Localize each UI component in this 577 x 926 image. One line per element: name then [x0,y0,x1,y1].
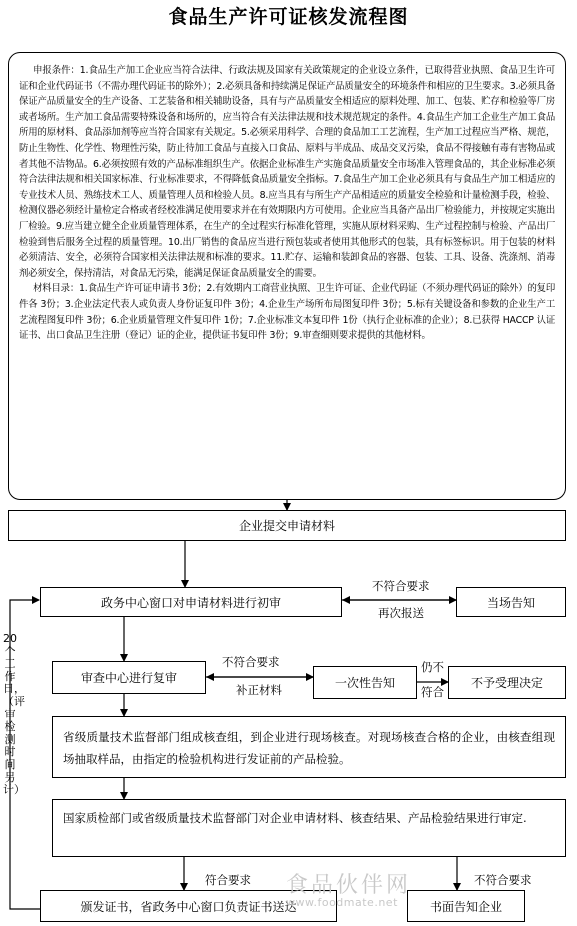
reject-decision-text: 不予受理决定 [470,676,543,690]
approval-step [52,799,566,857]
on-site-notice-step [456,587,566,617]
reject-decision-step [448,666,566,699]
page-title: 食品生产许可证核发流程图 [168,6,409,28]
resubmit-label: 再次报送 [378,606,424,620]
not-compliant-label-1: 不符合要求 [372,579,430,593]
on-site-inspection-step [52,716,566,778]
second-review-text: 审查中心进行复审 [80,671,177,685]
meets-requirements-label: 符合要求 [205,873,251,887]
materials-list: 材料目录：1.食品生产许可证申请书 3份；2.有效期内工商营业执照、卫生许可证、企业代码证（不须办理代码证的除外）的复印件各 3份；3.企业法定代表人或负责人身份证复印件 3份；4.企业生产场所布局图复印件 3份；5.标有关键设备和参数的企业生产工艺流程图复印件 3份；6.企业质量管理文件复印件 1份；7.企业标准文本复印件 1份（执行企业标准的企业）；8.已获得 HACCP 认证证书、出口食品卫生注册（登记）证的企业，提供证书复印件 3份；9.审查细则要求提供的其他材料。 [19,283,555,342]
on-site-notice-text: 当场告知 [486,595,535,610]
written-notice-step [407,890,525,922]
second-review-step [52,661,206,694]
on-site-inspection-text: 省级质量技术监督部门组成核查组，到企业进行现场核查。对现场核查合格的企业，由核查组现场抽取样品，由指定的检验机构进行发证前的产品检验。 [63,730,555,766]
timeline-note: 20个工作日，（评审检测时间另计） [3,632,25,797]
issue-certificate-text: 颁发证书，省政务中心窗口负责证书送达 [80,899,297,914]
one-time-notice-step [313,666,417,699]
written-notice-text: 书面告知企业 [429,899,502,914]
watermark-url: www.foodmate.net [286,896,398,909]
not-compliant-label-2: 不符合要求 [222,655,280,669]
supplement-label: 补正材料 [236,683,282,697]
submit-application-step [8,510,566,541]
initial-review-step [40,587,342,617]
still-not-label: 仍不 [421,660,444,674]
approval-text: 国家质检部门或省级质量技术监督部门对企业申请材料、核查结果、产品检验结果进行审定. [63,811,527,825]
one-time-notice-text: 一次性告知 [334,676,395,690]
submit-application-text: 企业提交申请材料 [238,519,335,533]
compliant-label: 符合 [421,685,444,699]
application-conditions: 申报条件：1.食品生产加工企业应当符合法律、行政法规及国家有关政策规定的企业设立条件，已取得营业执照、食品卫生许可证和企业代码证书（不需办理代码证书的除外）；2.必须具备和持续满足保证产品质量安全的环境条件和相应的卫生要求。3.必须具备保证产品质量安全的生产设备、工艺装备和相关辅助设备，具有与产品质量安全相适应的原料处理、加工、包装、贮存和检验等厂房或者场所。生产加工食品需要特殊设备和场所的，应当符合有关法律法规和技术规范规定的条件。4.食品生产加工企业生产加工食品所用的原材料、食品添加剂等应当符合国家有关规定。5.必须采用科学、合理的食品加工工艺流程，生产加工过程应当严格、规范，防止生物性、化学性、物理性污染，防止待加工食品与直接入口食品、原料与半成品、成品交叉污染，食品不得接触有毒有害物品或者其他不洁物品。6.必须按照有效的产品标准组织生产。依据企业标准生产实施食品质量安全市场准入管理食品的，其企业标准必须符合法律法规和相关国家标准、行业标准要求，不得降低食品质量安全指标。7.食品生产加工企业必须具有与食品生产加工相适应的专业技术人员、熟练技术工人、质量管理人员和检验人员。8.应当具有与所生产产品相适应的质量安全检验和计量检测手段，检验、检测仪器必须经计量检定合格或者经校准满足使用要求并在有效期限内方可使用。企业应当具备产品出厂检验能力，并按规定实施出厂检验。9.应当建立健全企业质量管理体系，在生产的全过程实行标准化管理，实施从原材料采购、生产过程控制与检验、产品出厂检验到售后服务全过程的质量管理。10.出厂销售的食品应当进行预包装或者使用其他形式的包装，具有标签标识。用于包装的材料必须清洁、安全，必须符合国家相关法律法规和标准的要求。11.贮存、运输和装卸食品的容器、包装、工具、设备、洗涤剂、消毒剂必须安全，保持清洁，对食品无污染，能满足保证食品质量安全的需要。 [19,65,555,279]
not-meets-requirements-label: 不符合要求 [474,873,532,887]
watermark-name: 食品伙伴网 [286,873,412,898]
initial-review-text: 政务中心窗口对申请材料进行初审 [100,595,281,610]
